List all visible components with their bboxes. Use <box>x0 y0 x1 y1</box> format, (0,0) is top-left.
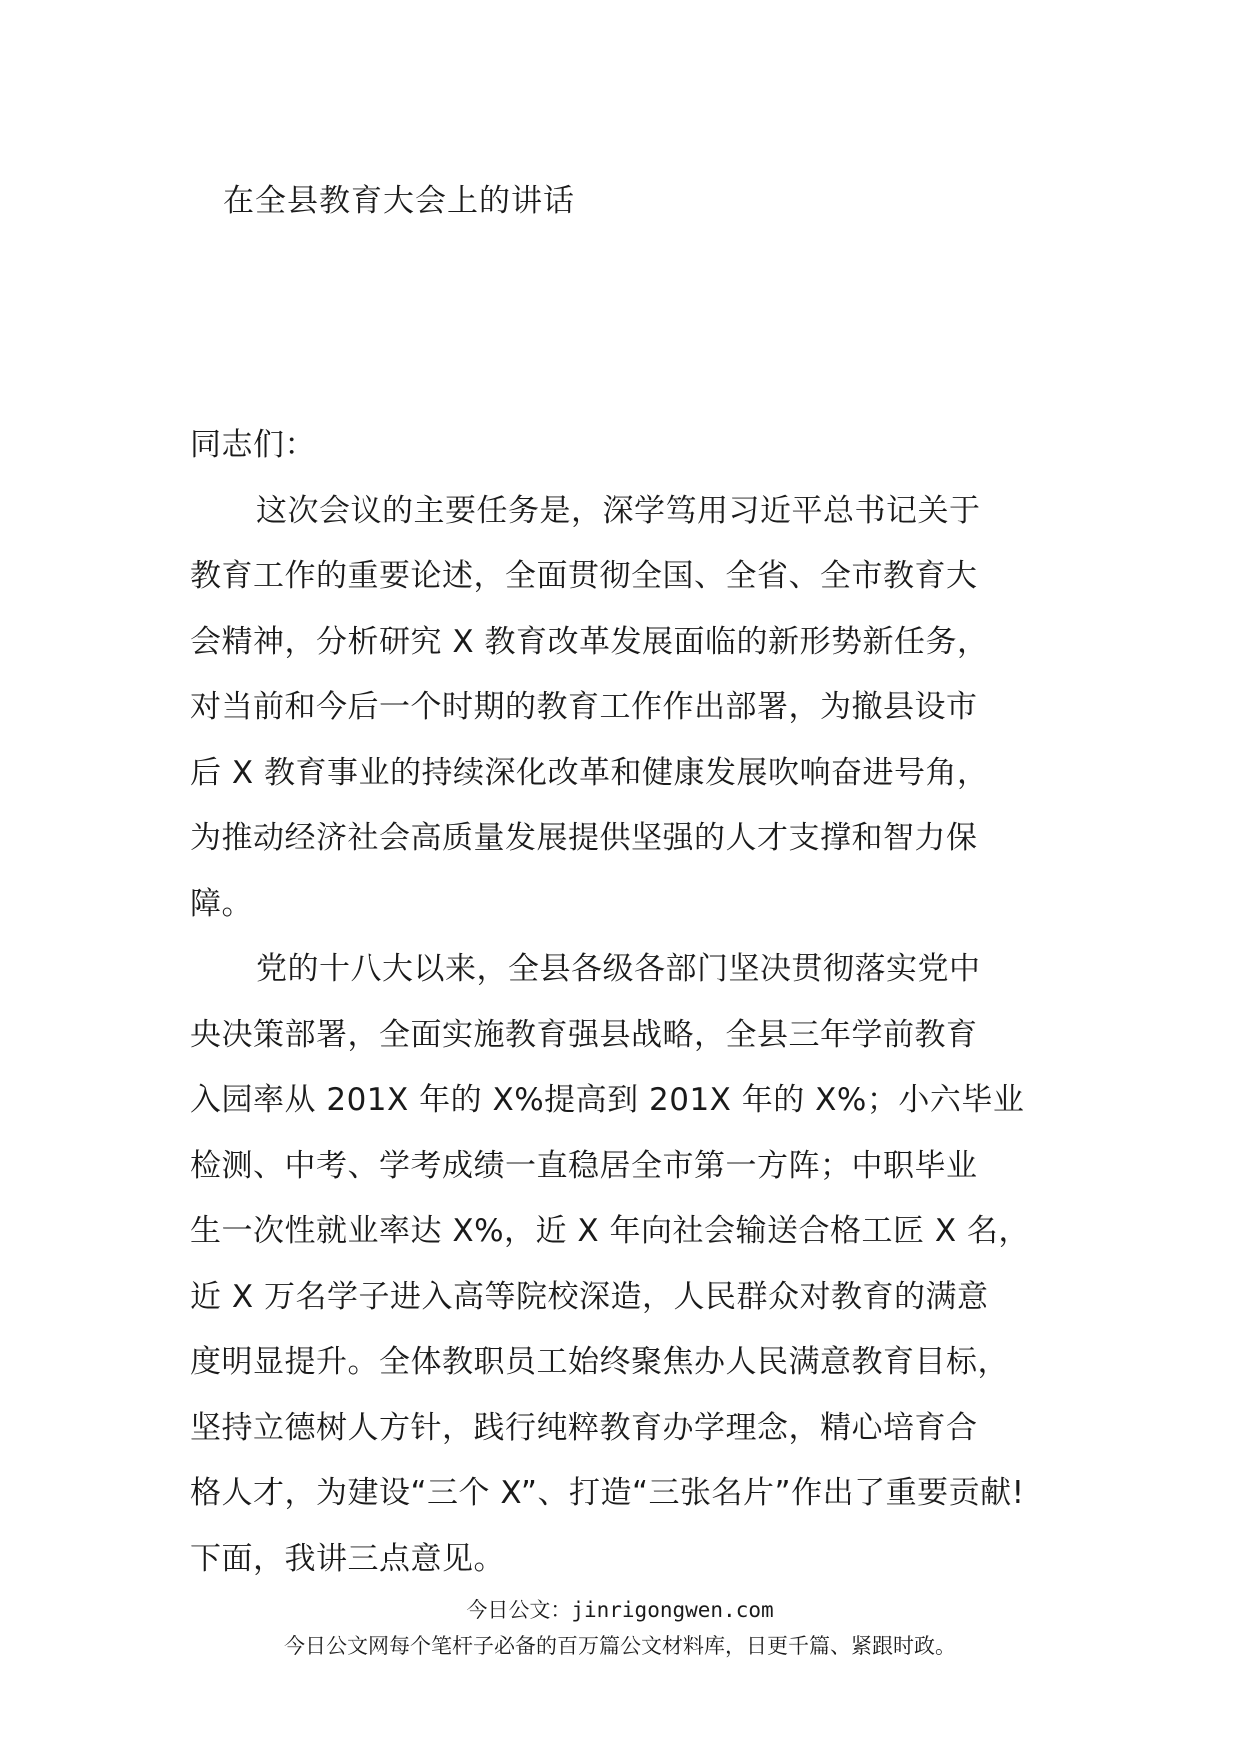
paragraph-line: 央决策部署，全面实施教育强县战略，全县三年学前教育 <box>190 1016 978 1053</box>
document-body <box>190 413 1060 1592</box>
footer-tagline: 今日公文网每个笔杆子必备的百万篇公文材料库，日更千篇、紧跟时政。 <box>284 1634 956 1658</box>
paragraph-line: 近 X 万名学子进入高等院校深造，人民群众对教育的满意 <box>190 1278 989 1315</box>
paragraph-line: 后 X 教育事业的持续深化改革和健康发展吹响奋进号角， <box>190 754 989 791</box>
footer-url-link[interactable]: jinrigongwen.com <box>571 1598 774 1622</box>
paragraph-line: 对当前和今后一个时期的教育工作作出部署，为撤县设市 <box>190 689 978 725</box>
paragraph-line: 为推动经济社会高质量发展提供坚强的人才支撑和智力保 <box>190 820 978 856</box>
footer-source <box>0 1593 1240 1627</box>
paragraph-line: 坚持立德树人方针，践行纯粹教育办学理念，精心培育合 <box>190 1409 978 1446</box>
salutation: 同志们： <box>190 427 316 463</box>
paragraph-line: 党的十八大以来，全县各级各部门坚决贯彻落实党中 <box>256 951 981 987</box>
paragraph-line: 会精神，分析研究 X 教育改革发展面临的新形势新任务， <box>190 623 989 660</box>
paragraph-line: 障。 <box>190 885 253 922</box>
paragraph-line: 下面，我讲三点意见。 <box>190 1540 505 1577</box>
paragraph-line: 这次会议的主要任务是，深学笃用习近平总书记关于 <box>256 492 981 529</box>
paragraph-line: 格人才，为建设“三个 X”、打造“三张名片”作出了重要贡献! <box>190 1475 1025 1511</box>
paragraph-line: 生一次性就业率达 X%，近 X 年向社会输送合格工匠 X 名， <box>190 1213 1030 1249</box>
document-title: 在全县教育大会上的讲话 <box>223 183 575 219</box>
paragraph-line: 教育工作的重要论述，全面贯彻全国、全省、全市教育大 <box>190 558 978 594</box>
paragraph-line: 度明显提升。全体教职员工始终聚焦办人民满意教育目标， <box>190 1344 1009 1380</box>
paragraph-line: 入园率从 201X 年的 X%提高到 201X 年的 X%；小六毕业 <box>190 1082 1025 1118</box>
paragraph-line: 检测、中考、学考成绩一直稳居全市第一方阵；中职毕业 <box>190 1147 978 1184</box>
footer-label: 今日公文： <box>466 1598 572 1622</box>
